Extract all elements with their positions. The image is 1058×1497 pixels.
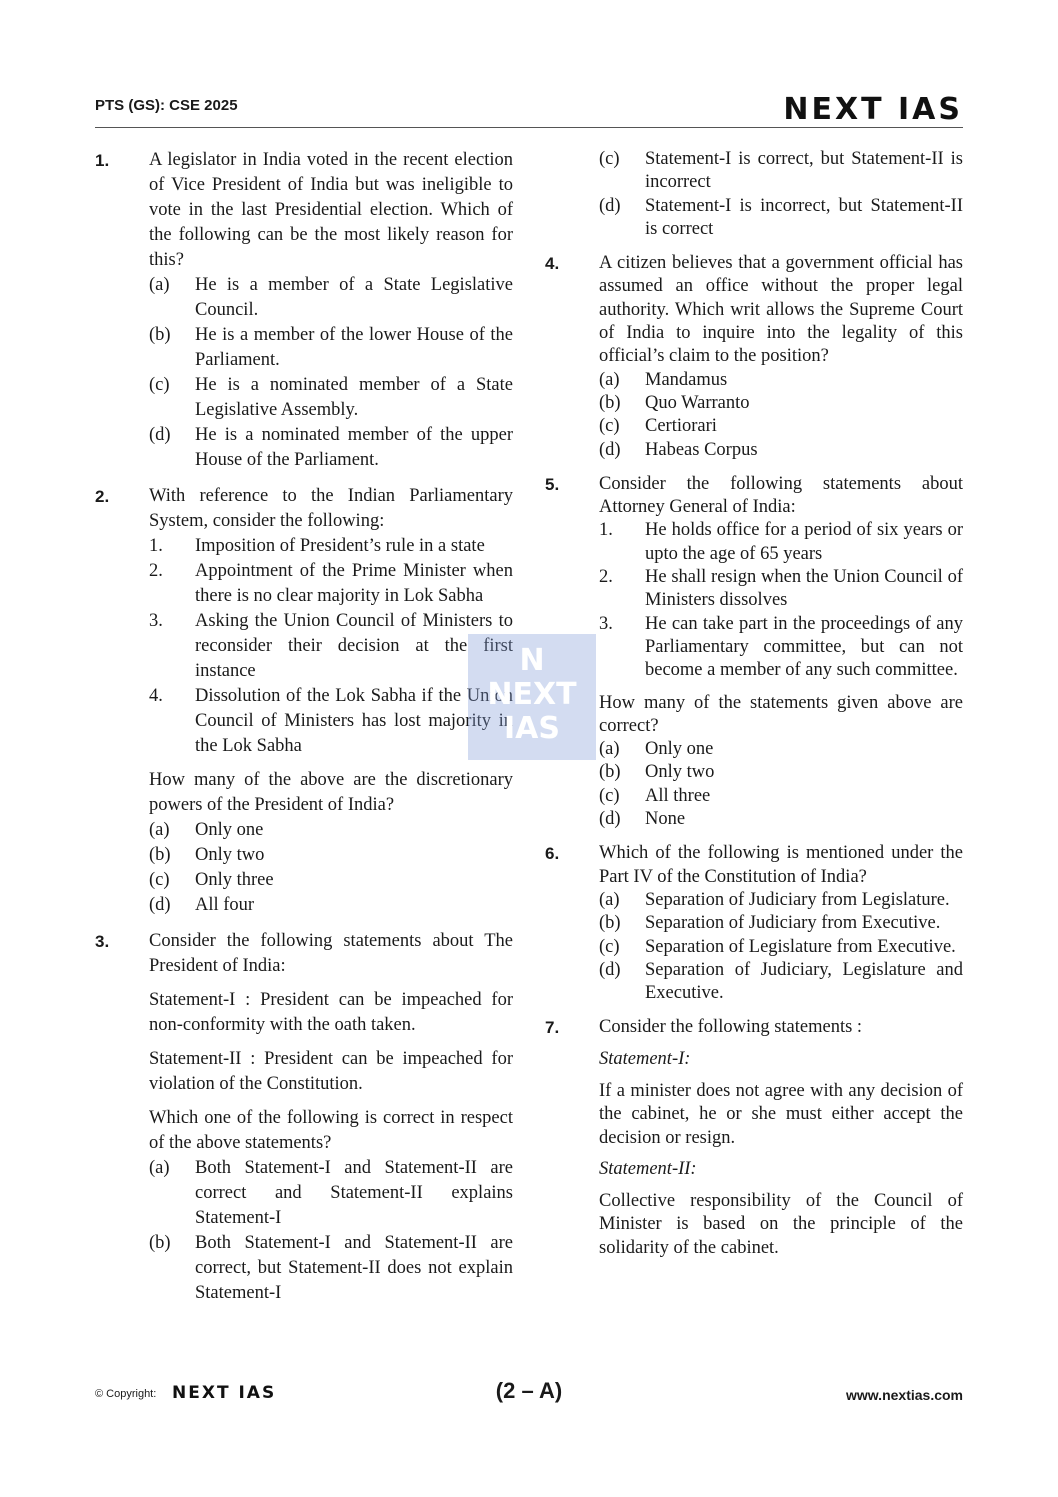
list-item: 3. He can take part in the proceedings of any Parliamentary committee, but can not become a member of any such committee. (599, 613, 963, 681)
statement-1-heading: Statement-I: (599, 1048, 691, 1069)
list-item: 3. Asking the Union Council of Ministers to reconsider their decision at the first instance (149, 611, 513, 681)
question-text: Which of the following is mentioned under the Part IV of the Constitution of India? (599, 843, 963, 887)
question-number: 6. (545, 844, 560, 864)
option: (c) He is a nominated member of a State Legislative Assembly. (149, 375, 513, 420)
question-text: Consider the following statements : (599, 1017, 863, 1038)
question-text: Consider the following statements about The President of India: (149, 931, 513, 976)
question-prompt: How many of the statements given above are correct? (599, 692, 963, 736)
question-number: 1. (95, 151, 110, 170)
question-prompt: Which one of the following is correct in respect of the above statements? (149, 1108, 513, 1153)
question-6 (545, 842, 963, 1005)
statement-1: Statement-I : President can be impeached for non-conformity with the oath taken. (149, 990, 513, 1035)
option: (c) Separation of Legislature from Executive. (599, 936, 956, 957)
header-divider (95, 127, 963, 128)
list-item: 2. He shall resign when the Union Council of Ministers dissolves (599, 567, 963, 611)
list-item: 4. Dissolution of the Lok Sabha if the Union Council of Ministers has lost majority in the Lok Sabha (149, 686, 513, 756)
list-item: 1. Imposition of President’s rule in a state (149, 536, 485, 556)
question-text: Consider the following statements about Attorney General of India: (599, 473, 963, 518)
copyright-label: © Copyright: (95, 1388, 157, 1400)
question-prompt: How many of the above are the discretionary powers of the President of India? (149, 770, 513, 815)
question-3-continued (545, 148, 963, 241)
option: (d) Statement-I is incorrect, but Statement-II is correct (599, 195, 963, 239)
watermark-logo: N NEXT IAS (468, 634, 596, 760)
option: (b) Both Statement-I and Statement-II are correct, but Statement-II does not explain Statement-I (149, 1233, 513, 1303)
question-number: 7. (545, 1018, 560, 1038)
option: (b) Quo Warranto (599, 392, 750, 413)
question-1 (95, 148, 513, 473)
statement-2-text: Collective responsibility of the Council of Minister is based on the principle of the solidarity of the cabinet. (599, 1191, 963, 1258)
option: (d) Separation of Judiciary, Legislature and Executive. (599, 959, 963, 1004)
option: (a) Separation of Judiciary from Legislature. (599, 889, 950, 910)
question-number: 2. (95, 487, 110, 506)
option: (b) Only two (599, 762, 715, 783)
question-number: 5. (545, 474, 560, 494)
option: (d) Habeas Corpus (599, 439, 758, 460)
option: (d) He is a nominated member of the upper House of the Parliament. (149, 425, 513, 470)
option: (a) Both Statement-I and Statement-II are correct and Statement-II explains Statement-I (149, 1158, 513, 1228)
page-number: (2 – A) (495, 1378, 563, 1403)
option: (c) Certiorari (599, 416, 717, 437)
option: (c) Statement-I is correct, but Statement-II is incorrect (599, 149, 963, 193)
left-column (95, 148, 513, 1317)
question-number: 4. (545, 254, 560, 274)
option: (a) Only one (149, 820, 264, 840)
question-2 (95, 484, 513, 918)
list-item: 1. He holds office for a period of six years or upto the age of 65 years (599, 520, 963, 564)
option: (a) Only one (599, 739, 714, 760)
question-3 (95, 929, 513, 1306)
question-4 (545, 252, 963, 462)
option: (c) Only three (149, 870, 274, 890)
statement-1-text: If a minister does not agree with any decision of the cabinet, he or she must either accept the decision or resign. (599, 1080, 963, 1148)
question-text: A legislator in India voted in the recent election of Vice President of India but was ineligible to vote in the last Presidential election. Which of the following can be the most likely reason for this? (149, 150, 513, 270)
option: (d) All four (149, 895, 255, 915)
footer-logo: NEXT IAS (172, 1383, 277, 1403)
option: (a) Mandamus (599, 369, 728, 390)
brand-logo: NEXT IAS (783, 92, 963, 127)
exam-title: PTS (GS): CSE 2025 (95, 97, 238, 114)
question-7 (545, 1016, 963, 1260)
right-column (545, 148, 963, 1271)
website-link[interactable]: www.nextias.com (846, 1387, 963, 1403)
question-number: 3. (95, 932, 110, 951)
statement-2-heading: Statement-II: (599, 1158, 697, 1179)
option: (d) None (599, 809, 686, 830)
question-5 (545, 473, 963, 831)
option: (c) All three (599, 785, 711, 806)
question-text: With reference to the Indian Parliamentary System, consider the following: (149, 486, 513, 531)
question-text: A citizen believes that a government official has assumed an office without the proper legal authority. Which writ allows the Supreme Court of India to inquire into the legality of this official’s claim to the position? (599, 253, 963, 367)
list-item: 2. Appointment of the Prime Minister when there is no clear majority in Lok Sabha (149, 561, 513, 606)
statement-2: Statement-II : President can be impeached for violation of the Constitution. (149, 1049, 513, 1094)
option: (a) He is a member of a State Legislative Council. (149, 275, 513, 320)
option: (b) Only two (149, 845, 265, 865)
option: (b) Separation of Judiciary from Executive. (599, 913, 941, 934)
option: (b) He is a member of the lower House of the Parliament. (149, 325, 513, 370)
